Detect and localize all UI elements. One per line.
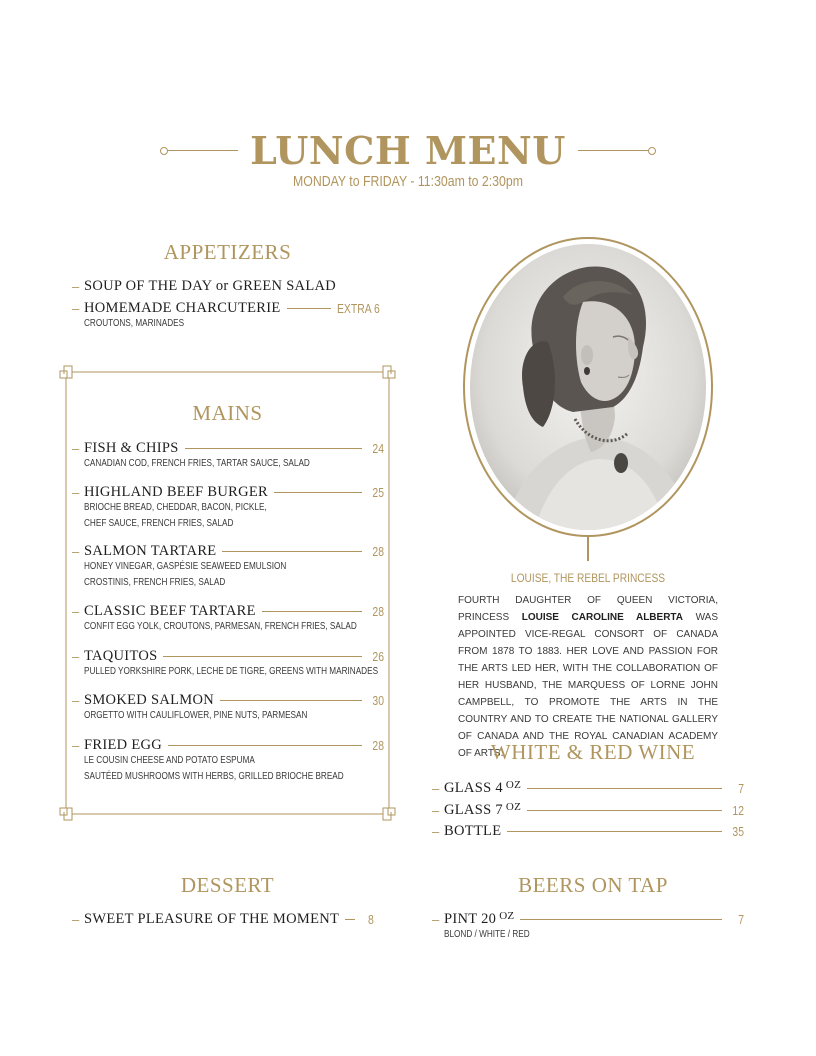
- appetizers-title: APPETIZERS: [163, 240, 292, 264]
- bio-text-end: WAS APPOINTED VICE-REGAL CONSORT OF CANADA FROM 1878 TO 1883. HER LOVE AND PASSION FOR THE ARTS LED HER, WITH THE COLLABORATION OF HER HUSBAND, THE MARQUESS OF LORNE JOHN CAMPBELL, TO PROMOTE THE ARTS IN THE COUNTRY AND TO CREATE THE NATIONAL GALLERY OF CANADA AND THE ROYAL CANADIAN ACADEMY OF ARTS.: [458, 612, 719, 759]
- item-name: [444, 801, 521, 819]
- princess-portrait: [463, 237, 713, 537]
- item-price: 24: [372, 440, 384, 456]
- item-price: 7: [738, 780, 744, 796]
- portrait-biography: [458, 592, 718, 762]
- right-ornament: [578, 147, 656, 155]
- item-description: SAUTÉED MUSHROOMS WITH HERBS, GRILLED BRIOCHE BREAD: [84, 771, 344, 782]
- item-price: 35: [732, 823, 744, 839]
- bullet-dash: –: [432, 780, 440, 796]
- item-name: HIGHLAND BEEF BURGER: [84, 483, 269, 500]
- leader-line: [507, 831, 722, 832]
- item-description: ORGETTO WITH CAULIFLOWER, PINE NUTS, PARMESAN: [84, 710, 308, 721]
- item-description: HONEY VINEGAR, GASPÉSIE SEAWEED EMULSION: [84, 561, 287, 572]
- bullet-dash: –: [72, 648, 80, 664]
- bullet-dash: –: [72, 737, 80, 753]
- item-price: 8: [368, 911, 374, 927]
- item-description: CROUTONS, MARINADES: [84, 318, 185, 329]
- item-description: CANADIAN COD, FRENCH FRIES, TARTAR SAUCE, SALAD: [84, 458, 310, 469]
- appetizer-item-1: [72, 278, 384, 294]
- item-description: CHEF SAUCE, FRENCH FRIES, SALAD: [84, 518, 234, 529]
- beer-item-1: [432, 911, 744, 943]
- item-description: PULLED YORKSHIRE PORK, LECHE DE TIGRE, GREENS WITH MARINADES: [84, 666, 379, 677]
- wine-item-3: [432, 823, 744, 839]
- bullet-dash: –: [72, 278, 80, 294]
- menu-header: [0, 128, 816, 190]
- left-ornament: [160, 147, 238, 155]
- mains-title: MAINS: [192, 401, 263, 425]
- page-title: LUNCH MENU: [250, 128, 566, 173]
- bio-text-start: FOURTH DAUGHTER OF QUEEN VICTORIA, PRINCESS: [458, 595, 718, 623]
- item-price: 25: [372, 484, 384, 500]
- leader-line: [163, 656, 362, 657]
- item-name-text: PINT 20: [444, 911, 497, 927]
- item-name: SMOKED SALMON: [84, 691, 214, 708]
- leader-line: [274, 492, 362, 493]
- leader-line: [168, 745, 362, 746]
- mains-item-1: [72, 440, 384, 472]
- mains-item-6: [72, 692, 384, 724]
- beers-title: BEERS ON TAP: [518, 873, 668, 897]
- item-name-text: GLASS 7: [444, 802, 503, 818]
- bio-highlight-name: LOUISE CAROLINE ALBERTA: [521, 612, 684, 623]
- leader-line: [185, 448, 362, 449]
- item-description: BLOND / WHITE / RED: [444, 929, 530, 940]
- item-price: 28: [372, 543, 384, 559]
- bullet-dash: –: [72, 692, 80, 708]
- bullet-dash: –: [432, 802, 440, 818]
- item-price: EXTRA 6: [336, 300, 380, 316]
- item-name: SWEET PLEASURE OF THE MOMENT: [84, 910, 340, 927]
- item-price: 12: [732, 802, 744, 818]
- item-description: CONFIT EGG YOLK, CROUTONS, PARMESAN, FRENCH FRIES, SALAD: [84, 621, 357, 632]
- item-price: 26: [372, 648, 384, 664]
- leader-line: [527, 810, 722, 811]
- item-name: FRIED EGG: [84, 736, 163, 753]
- item-description: CROSTINIS, FRENCH FRIES, SALAD: [84, 577, 226, 588]
- caption-connector: [587, 537, 589, 561]
- item-name: TAQUITOS: [84, 647, 158, 664]
- item-unit: OZ: [499, 910, 515, 922]
- bullet-dash: –: [72, 543, 80, 559]
- leader-line: [345, 919, 355, 920]
- item-name: HOMEMADE CHARCUTERIE: [84, 299, 281, 316]
- bullet-dash: –: [72, 300, 80, 316]
- wine-item-2: [432, 802, 744, 818]
- dessert-item-1: [72, 911, 392, 927]
- leader-line: [527, 788, 722, 789]
- mains-item-3: [72, 543, 384, 591]
- mains-item-5: [72, 648, 384, 680]
- item-price: 7: [738, 911, 744, 927]
- page-subtitle: MONDAY to FRIDAY - 11:30am to 2:30pm: [293, 173, 523, 190]
- leader-line: [287, 308, 331, 309]
- leader-line: [520, 919, 722, 920]
- mains-item-4: [72, 603, 384, 635]
- item-name: [444, 910, 514, 928]
- item-name: CLASSIC BEEF TARTARE: [84, 602, 256, 619]
- wine-item-1: [432, 780, 744, 796]
- item-name: [444, 779, 521, 797]
- appetizer-item-2: [72, 300, 384, 332]
- wine-title: WHITE & RED WINE: [490, 740, 696, 764]
- item-name: SALMON TARTARE: [84, 542, 217, 559]
- bullet-dash: –: [72, 484, 80, 500]
- bullet-dash: –: [72, 603, 80, 619]
- dessert-title: DESSERT: [180, 873, 275, 897]
- item-name: BOTTLE: [444, 822, 502, 839]
- leader-line: [262, 611, 362, 612]
- bullet-dash: –: [432, 911, 440, 927]
- leader-line: [220, 700, 362, 701]
- bullet-dash: –: [72, 440, 80, 456]
- leader-line: [222, 551, 362, 552]
- item-name: SOUP OF THE DAY or GREEN SALAD: [84, 277, 337, 294]
- item-name: FISH & CHIPS: [84, 439, 179, 456]
- item-unit: OZ: [505, 801, 522, 813]
- portrait-caption: LOUISE, THE REBEL PRINCESS: [510, 571, 666, 585]
- mains-item-7: [72, 737, 384, 785]
- item-description: BRIOCHE BREAD, CHEDDAR, BACON, PICKLE,: [84, 502, 267, 513]
- item-price: 28: [372, 737, 384, 753]
- item-unit: OZ: [505, 779, 522, 791]
- item-price: 28: [372, 603, 384, 619]
- bullet-dash: –: [432, 823, 440, 839]
- mains-item-2: [72, 484, 384, 532]
- title-row: [0, 128, 816, 173]
- item-price: 30: [372, 692, 384, 708]
- item-name-text: GLASS 4: [444, 780, 503, 796]
- item-description: LE COUSIN CHEESE AND POTATO ESPUMA: [84, 755, 255, 766]
- bullet-dash: –: [72, 911, 80, 927]
